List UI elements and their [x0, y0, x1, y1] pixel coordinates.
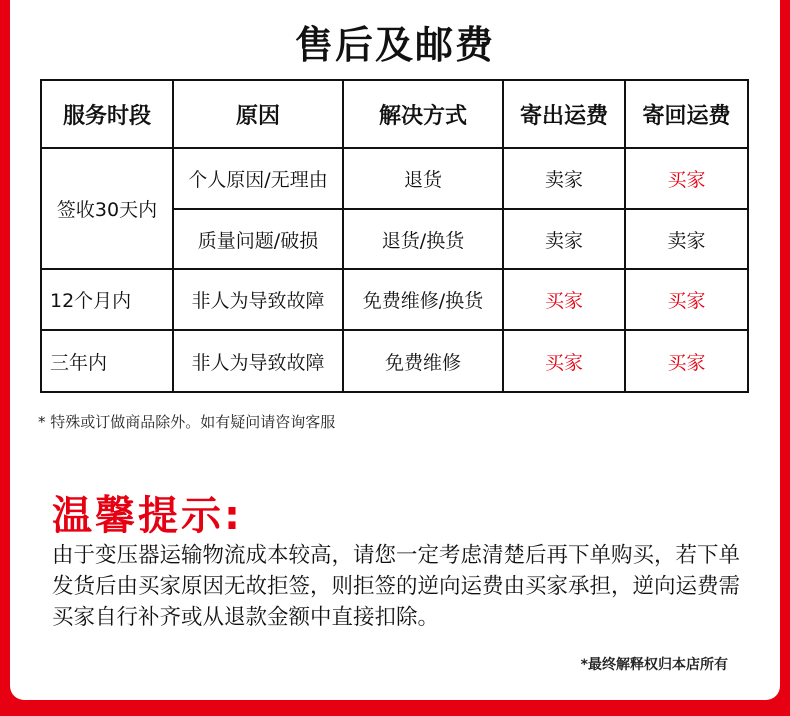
header-return-fee: 寄回运费: [625, 80, 748, 148]
copyright-note: *最终解释权归本店所有: [580, 657, 728, 673]
header-send-fee: 寄出运费: [503, 80, 625, 148]
header-period: 服务时段: [41, 80, 173, 148]
cell-reason: 个人原因/无理由: [173, 148, 343, 209]
cell-solution: 退货/换货: [343, 209, 503, 269]
header-reason: 原因: [173, 80, 343, 148]
table-header-row: [41, 80, 748, 148]
cell-reason: 非人为导致故障: [173, 330, 343, 392]
cell-send-fee: 卖家: [503, 209, 625, 269]
cell-return-fee: 买家: [625, 330, 748, 392]
tip-body-text: 由于变压器运输物流成本较高，请您一定考虑清楚后再下单购买，若下单发货后由买家原因无故拒签，则拒签的逆向运费由买家承担，逆向运费需买家自行补齐或从退款金额中直接扣除。: [52, 543, 741, 630]
cell-reason: 质量问题/破损: [173, 209, 343, 269]
cell-solution: 免费维修/换货: [343, 269, 503, 330]
cell-period: 12个月内: [41, 269, 173, 330]
exception-note: * 特殊或订做商品除外。如有疑问请咨询客服: [38, 413, 336, 431]
cell-period: 三年内: [41, 330, 173, 392]
tip-heading: 温馨提示:: [52, 493, 243, 539]
cell-send-fee: 买家: [503, 269, 625, 330]
page-title: 售后及邮费: [294, 23, 495, 67]
header-solution: 解决方式: [343, 80, 503, 148]
cell-send-fee: 卖家: [503, 148, 625, 209]
cell-return-fee: 卖家: [625, 209, 748, 269]
cell-return-fee: 买家: [625, 148, 748, 209]
table-row: [41, 330, 748, 392]
cell-reason: 非人为导致故障: [173, 269, 343, 330]
table-row: [41, 148, 748, 209]
table-row: [41, 269, 748, 330]
after-sales-table: [40, 79, 749, 393]
cell-return-fee: 买家: [625, 269, 748, 330]
cell-period: 签收30天内: [41, 148, 173, 269]
cell-solution: 免费维修: [343, 330, 503, 392]
cell-solution: 退货: [343, 148, 503, 209]
cell-send-fee: 买家: [503, 330, 625, 392]
